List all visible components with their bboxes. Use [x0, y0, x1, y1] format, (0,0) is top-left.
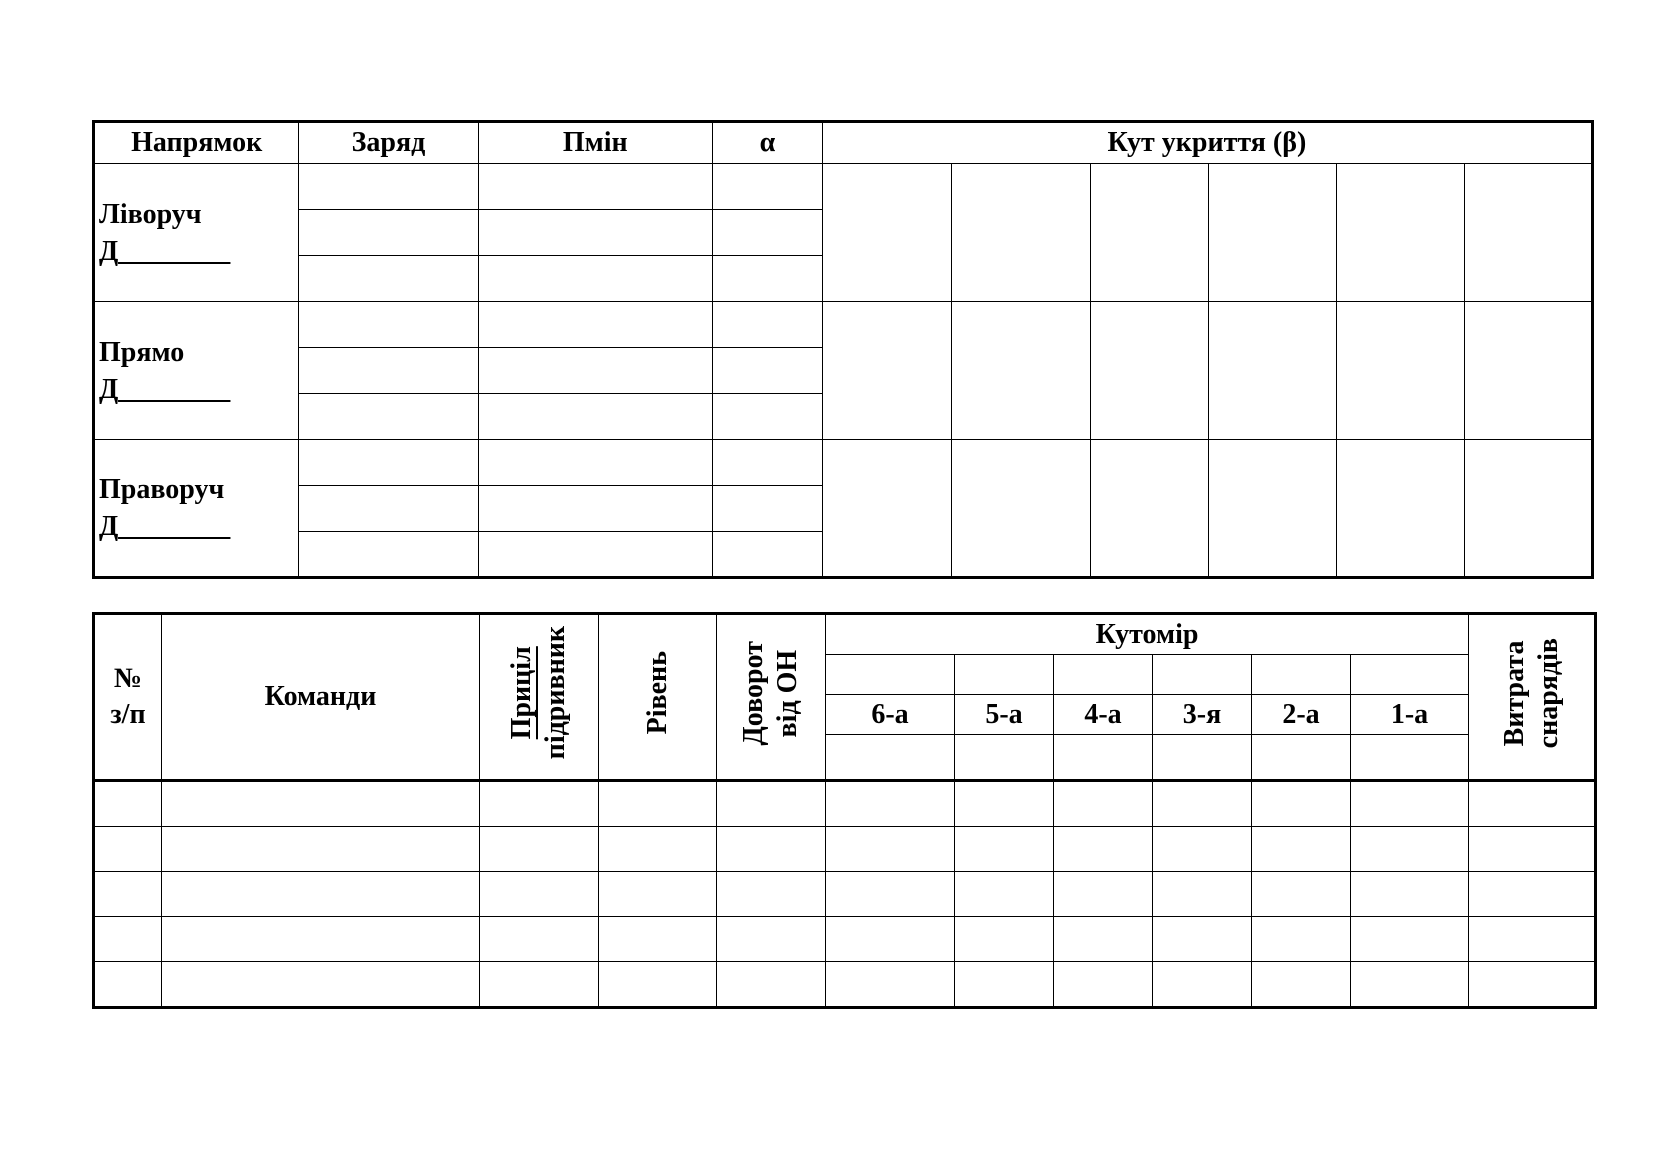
pmin-cell[interactable] — [478, 486, 713, 532]
commands-table — [92, 612, 1597, 1009]
cell[interactable] — [1054, 827, 1153, 872]
cell[interactable] — [480, 962, 599, 1008]
cell[interactable] — [1153, 872, 1252, 917]
fuse-label: підривник — [540, 626, 571, 760]
charge-cell[interactable] — [299, 440, 478, 486]
header-alpha: α — [713, 122, 823, 164]
beta-cell[interactable] — [1337, 164, 1465, 302]
header-commands: Команди — [162, 614, 480, 781]
direction-label: Прямо — [99, 336, 185, 368]
alpha-cell[interactable] — [713, 302, 823, 348]
beta-cell[interactable] — [822, 302, 951, 440]
goniometer-blank[interactable] — [1252, 655, 1351, 695]
header-charge: Заряд — [299, 122, 478, 164]
pmin-cell[interactable] — [478, 302, 713, 348]
direction-right — [94, 440, 299, 578]
level-label: Рівень — [641, 651, 673, 735]
cell[interactable] — [599, 917, 717, 962]
cell[interactable] — [1351, 781, 1469, 827]
alpha-cell[interactable] — [713, 440, 823, 486]
cell[interactable] — [1153, 917, 1252, 962]
beta-cell[interactable] — [951, 164, 1090, 302]
sight-label: Приціл — [506, 646, 537, 740]
gun-label: 6-а — [826, 695, 955, 735]
header-turn — [717, 614, 826, 781]
goniometer-blank[interactable] — [826, 655, 955, 695]
cell[interactable] — [1351, 917, 1469, 962]
cell[interactable] — [955, 962, 1054, 1008]
cell[interactable] — [1054, 872, 1153, 917]
pmin-cell[interactable] — [478, 256, 713, 302]
cell[interactable] — [717, 962, 826, 1008]
cell[interactable] — [1469, 962, 1596, 1008]
cell[interactable] — [717, 917, 826, 962]
cell[interactable] — [480, 781, 599, 827]
beta-cell[interactable] — [1090, 440, 1209, 578]
header-number — [94, 614, 162, 781]
alpha-cell[interactable] — [713, 210, 823, 256]
pmin-cell[interactable] — [478, 532, 713, 578]
header-direction: Напрямок — [94, 122, 299, 164]
header-level — [599, 614, 717, 781]
cell[interactable] — [1252, 917, 1351, 962]
beta-cell[interactable] — [1090, 302, 1209, 440]
goniometer-blank[interactable] — [955, 655, 1054, 695]
goniometer-blank[interactable] — [1153, 655, 1252, 695]
beta-cell[interactable] — [1209, 164, 1337, 302]
cell[interactable] — [955, 872, 1054, 917]
direction-straight — [94, 302, 299, 440]
cell[interactable] — [955, 781, 1054, 827]
charge-cell[interactable] — [299, 394, 478, 440]
charge-cell[interactable] — [299, 256, 478, 302]
alpha-cell[interactable] — [713, 486, 823, 532]
cell[interactable] — [94, 781, 162, 827]
cell[interactable] — [1252, 827, 1351, 872]
cell[interactable] — [955, 827, 1054, 872]
cell[interactable] — [1351, 962, 1469, 1008]
header-cover-angle: Кут укриття (β) — [822, 122, 1592, 164]
table-row — [94, 917, 1596, 962]
goniometer-value[interactable] — [955, 735, 1054, 781]
pmin-cell[interactable] — [478, 210, 713, 256]
header-pmin: Пмін — [478, 122, 713, 164]
cell[interactable] — [1351, 827, 1469, 872]
aiming-data-table — [92, 120, 1594, 579]
gun-label: 3-я — [1153, 695, 1252, 735]
cell[interactable] — [94, 962, 162, 1008]
goniometer-blank[interactable] — [1351, 655, 1469, 695]
cell[interactable] — [1351, 872, 1469, 917]
beta-cell[interactable] — [1337, 440, 1465, 578]
cell[interactable] — [599, 962, 717, 1008]
cell[interactable] — [94, 872, 162, 917]
ammo-line1: Витрата — [1498, 640, 1530, 746]
cell[interactable] — [717, 781, 826, 827]
cell[interactable] — [1469, 781, 1596, 827]
charge-cell[interactable] — [299, 532, 478, 578]
cell[interactable] — [1252, 962, 1351, 1008]
charge-cell[interactable] — [299, 210, 478, 256]
charge-cell[interactable] — [299, 302, 478, 348]
alpha-cell[interactable] — [713, 348, 823, 394]
beta-cell[interactable] — [951, 440, 1090, 578]
cell[interactable] — [480, 917, 599, 962]
cell[interactable] — [717, 827, 826, 872]
cell[interactable] — [599, 827, 717, 872]
beta-cell[interactable] — [1209, 302, 1337, 440]
cell[interactable] — [826, 917, 955, 962]
cell[interactable] — [826, 827, 955, 872]
beta-cell[interactable] — [1465, 164, 1593, 302]
cell[interactable] — [1153, 962, 1252, 1008]
pmin-cell[interactable] — [478, 394, 713, 440]
cell[interactable] — [599, 781, 717, 827]
ammo-label — [1498, 638, 1566, 748]
goniometer-value[interactable] — [826, 735, 955, 781]
direction-label: Праворуч — [99, 474, 225, 505]
beta-cell[interactable] — [822, 440, 951, 578]
alpha-cell[interactable] — [713, 256, 823, 302]
header-ammo — [1469, 614, 1596, 781]
table-row — [94, 962, 1596, 1008]
cell[interactable] — [162, 872, 480, 917]
turn-label — [737, 641, 805, 745]
ammo-line2: снарядів — [1532, 637, 1564, 749]
goniometer-value[interactable] — [1054, 735, 1153, 781]
pmin-cell[interactable] — [478, 440, 713, 486]
gun-label: 4-а — [1054, 695, 1153, 735]
gun-label: 1-а — [1351, 695, 1469, 735]
header-sight-fuse — [480, 614, 599, 781]
charge-cell[interactable] — [299, 164, 478, 210]
cell[interactable] — [1252, 781, 1351, 827]
pmin-cell[interactable] — [478, 164, 713, 210]
sight-fuse-label — [505, 626, 573, 759]
alpha-cell[interactable] — [713, 394, 823, 440]
beta-cell[interactable] — [951, 302, 1090, 440]
table-row — [94, 872, 1596, 917]
cell[interactable] — [1054, 917, 1153, 962]
distance-field: Д________ — [99, 235, 231, 267]
cell[interactable] — [480, 827, 599, 872]
cell[interactable] — [94, 827, 162, 872]
table-row — [94, 781, 1596, 827]
alpha-cell[interactable] — [713, 532, 823, 578]
cell[interactable] — [1153, 781, 1252, 827]
cell[interactable] — [162, 917, 480, 962]
direction-label: Ліворуч — [99, 198, 202, 230]
cell[interactable] — [162, 781, 480, 827]
gun-label: 2-а — [1252, 695, 1351, 735]
charge-cell[interactable] — [299, 486, 478, 532]
goniometer-blank[interactable] — [1054, 655, 1153, 695]
cell[interactable] — [1252, 872, 1351, 917]
cell[interactable] — [1153, 827, 1252, 872]
turn-line1: Доворот — [738, 640, 769, 746]
beta-cell[interactable] — [1465, 440, 1593, 578]
beta-cell[interactable] — [822, 164, 951, 302]
goniometer-value[interactable] — [1351, 735, 1469, 781]
cell[interactable] — [599, 872, 717, 917]
cell[interactable] — [826, 872, 955, 917]
cell[interactable] — [480, 872, 599, 917]
cell[interactable] — [1054, 781, 1153, 827]
direction-left — [94, 164, 299, 302]
header-goniometer: Кутомір — [826, 614, 1469, 655]
number-sign: № — [113, 663, 143, 694]
cell[interactable] — [826, 962, 955, 1008]
cell[interactable] — [1469, 827, 1596, 872]
charge-cell[interactable] — [299, 348, 478, 394]
goniometer-value[interactable] — [1252, 735, 1351, 781]
turn-line2: від ОН — [772, 649, 803, 737]
beta-cell[interactable] — [1209, 440, 1337, 578]
beta-cell[interactable] — [1090, 164, 1209, 302]
beta-cell[interactable] — [1465, 302, 1593, 440]
gun-label: 5-а — [955, 695, 1054, 735]
distance-field: Д________ — [99, 373, 231, 405]
number-abbrev: з/п — [110, 699, 146, 730]
cell[interactable] — [94, 917, 162, 962]
cell[interactable] — [955, 917, 1054, 962]
cell[interactable] — [162, 827, 480, 872]
goniometer-value[interactable] — [1153, 735, 1252, 781]
cell[interactable] — [826, 781, 955, 827]
cell[interactable] — [717, 872, 826, 917]
table-row — [94, 827, 1596, 872]
cell[interactable] — [1469, 917, 1596, 962]
cell[interactable] — [1469, 872, 1596, 917]
beta-cell[interactable] — [1337, 302, 1465, 440]
distance-field: Д________ — [99, 511, 231, 542]
cell[interactable] — [162, 962, 480, 1008]
cell[interactable] — [1054, 962, 1153, 1008]
alpha-cell[interactable] — [713, 164, 823, 210]
pmin-cell[interactable] — [478, 348, 713, 394]
